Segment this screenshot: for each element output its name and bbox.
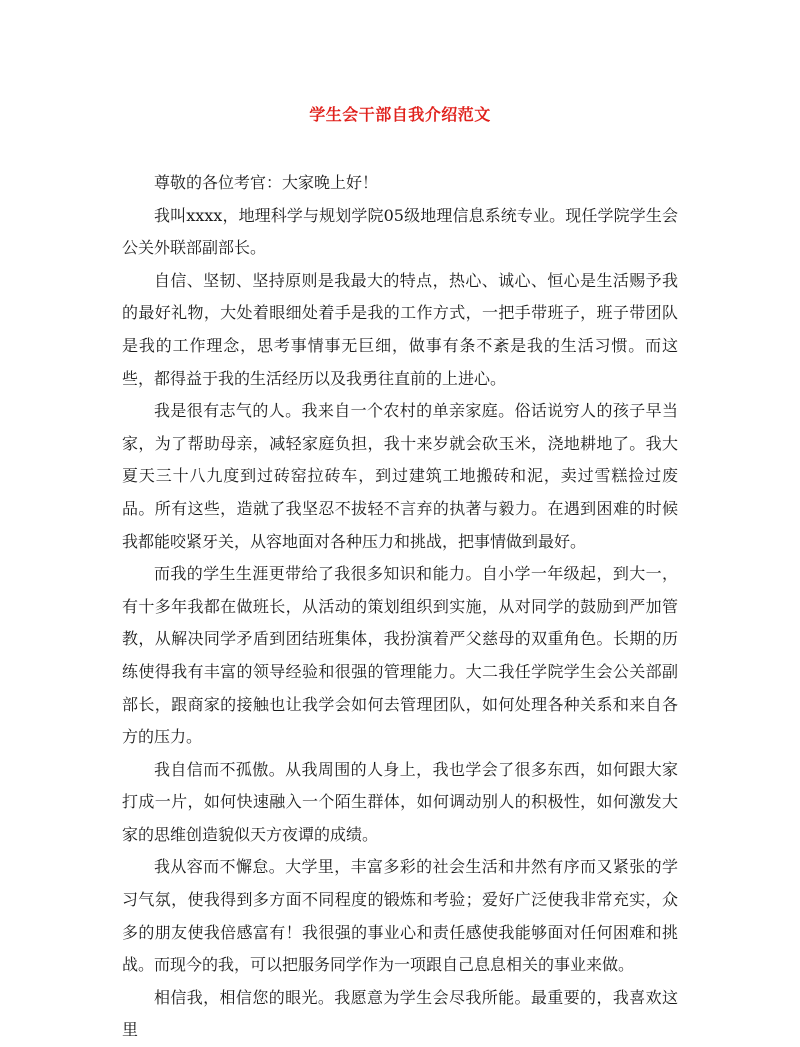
paragraph-background: 我是很有志气的人。我来自一个农村的单亲家庭。俗话说穷人的孩子早当家，为了帮助母亲，减轻家庭负担，我十来岁就会砍玉米，浇地耕地了。我大夏天三十八九度到过砖窑拉砖车，到过建筑工地搬砖和泥，卖过雪糕捡过废品。所有这些，造就了我坚忍不拔轻不言弃的执著与毅力。在遇到困难的时候我都能咬紧牙关，从容地面对各种压力和挑战，把事情做到最好。	[122, 401, 678, 551]
paragraph-confidence: 我自信而不孤傲。从我周围的人身上，我也学会了很多东西，如何跟大家打成一片，如何快速融入一个陌生群体，如何调动别人的积极性，如何激发大家的思维创造貌似天方夜谭的成绩。	[122, 759, 678, 844]
paragraph-closing: 相信我，相信您的眼光。我愿意为学生会尽我所能。最重要的，我喜欢这里	[122, 987, 678, 1040]
paragraph-traits: 自信、坚韧、坚持原则是我最大的特点，热心、诚心、恒心是生活赐予我的最好礼物，大处着眼细处着手是我的工作方式，一把手带班子，班子带团队是我的工作理念，思考事情事无巨细，做事有条不紊是我的生活习惯。而这些，都得益于我的生活经历以及我勇往直前的上进心。	[122, 270, 678, 388]
paragraph-greeting: 尊敬的各位考官：大家晚上好！	[154, 173, 379, 192]
document-title: 学生会干部自我介绍范文	[309, 105, 491, 124]
paragraph-experience: 而我的学生生涯更带给了我很多知识和能力。自小学一年级起，到大一，有十多年我都在做班长，从活动的策划组织到实施，从对同学的鼓励到严加管教，从解决同学矛盾到团结班集体，我扮演着严父慈母的双重角色。长期的历练使得我有丰富的领导经验和很强的管理能力。大二我任学院学生会公关部副部长，跟商家的接触也让我学会如何去管理团队，如何处理各种关系和来自各方的压力。	[122, 564, 678, 747]
paragraph-intro: 我叫xxxx，地理科学与规划学院05级地理信息系统专业。现任学院学生会公关外联部副部长。	[122, 205, 678, 258]
document-body	[122, 167, 678, 1047]
paragraph-composure: 我从容而不懈怠。大学里，丰富多彩的社会生活和井然有序而又紧张的学习气氛，使我得到多方面不同程度的锻炼和考验；爱好广泛使我非常充实，众多的朋友使我倍感富有！我很强的事业心和责任感使我能够面对任何困难和挑战。而现今的我，可以把服务同学作为一项跟自己息息相关的事业来做。	[122, 857, 678, 975]
